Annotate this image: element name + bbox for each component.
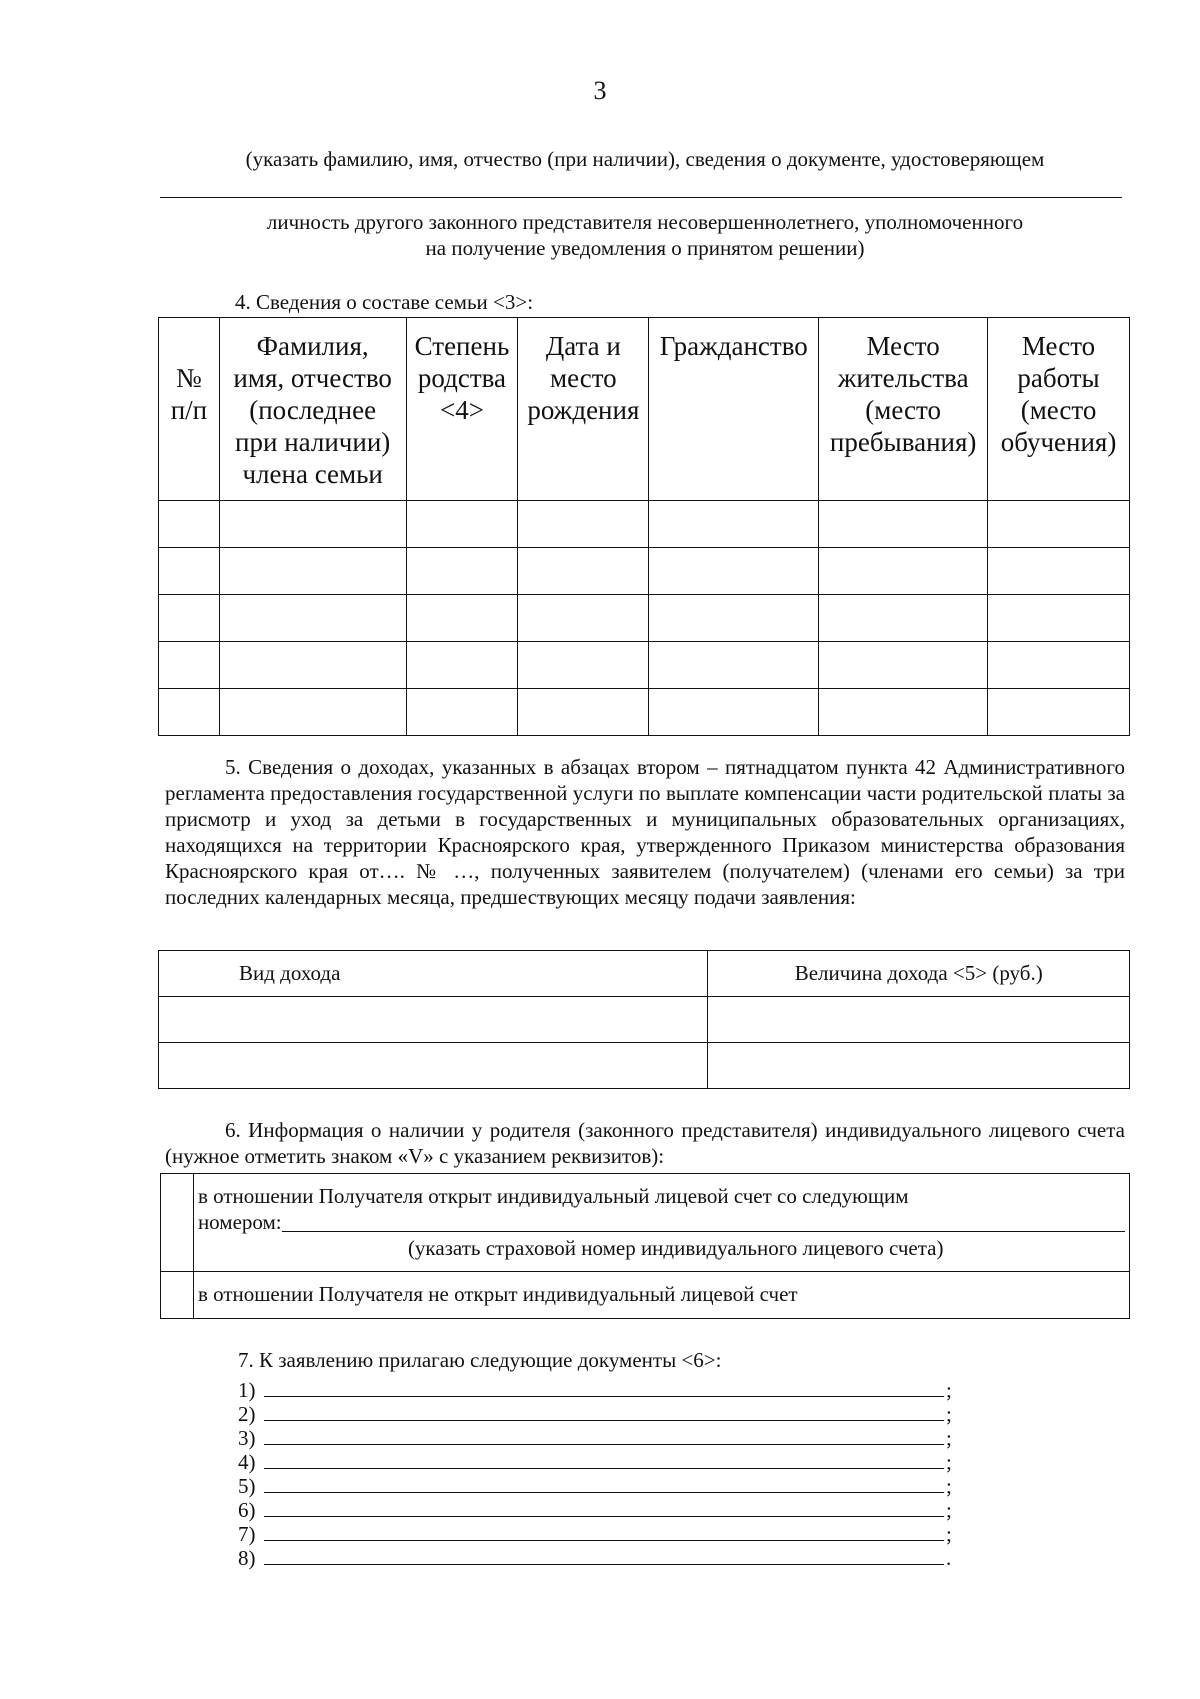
document-line-4[interactable]: 4) ;	[238, 1450, 952, 1474]
table-row	[159, 689, 1130, 736]
header-relationship: Степень родства <4>	[406, 318, 518, 501]
header-number: № п/п	[159, 318, 220, 501]
checkbox-account-open[interactable]	[161, 1174, 194, 1272]
document-line-1[interactable]: 1) ;	[238, 1378, 952, 1402]
option-open-number-label: номером:	[197, 1210, 282, 1234]
account-option-open	[161, 1174, 1130, 1272]
income-type-header: Вид дохода	[159, 951, 708, 997]
income-table-header-row	[159, 951, 1130, 997]
representative-caption-1: (указать фамилию, имя, отчество (при наличии), сведения о документе, удостоверяющем	[245, 147, 1045, 171]
income-table	[158, 950, 1130, 1089]
option-open-caption: (указать страховой номер индивидуального лицевого счета)	[407, 1236, 944, 1260]
representative-caption-3: на получение уведомления о принятом решении)	[425, 236, 865, 260]
table-row	[159, 501, 1130, 548]
header-residence: Место жительства (место пребывания)	[819, 318, 988, 501]
personal-account-table	[160, 1173, 1130, 1319]
family-table-header-row	[159, 318, 1130, 501]
section-4-title: 4. Сведения о составе семьи <3>:	[235, 290, 534, 314]
table-row	[159, 1043, 1130, 1089]
option-open-text: в отношении Получателя открыт индивидуальный лицевой счет со следующим	[197, 1184, 909, 1208]
checkbox-account-not-open[interactable]	[161, 1272, 194, 1319]
document-line-5[interactable]: 5) ;	[238, 1474, 952, 1498]
family-composition-table	[158, 317, 1130, 736]
header-birth-date-place: Дата и место рождения	[518, 318, 649, 501]
account-option-not-open	[161, 1272, 1130, 1319]
header-full-name: Фамилия, имя, отчество (последнее при наличии) члена семьи	[219, 318, 406, 501]
document-line-7[interactable]: 7) ;	[238, 1522, 952, 1546]
table-row	[159, 548, 1130, 595]
option-not-open-text: в отношении Получателя не открыт индивидуальный лицевой счет	[193, 1272, 1129, 1319]
header-workplace: Место работы (место обучения)	[988, 318, 1130, 501]
document-line-2[interactable]: 2) ;	[238, 1402, 952, 1426]
account-number-field[interactable]	[282, 1209, 1125, 1232]
representative-caption-2: личность другого законного представителя несовершеннолетнего, уполномоченного	[266, 210, 1024, 234]
document-line-8[interactable]: 8) .	[238, 1546, 952, 1570]
page-number: 3	[593, 76, 607, 105]
table-row	[159, 595, 1130, 642]
table-row	[159, 997, 1130, 1043]
representative-fill-line[interactable]	[160, 197, 1122, 198]
document-line-3[interactable]: 3) ;	[238, 1426, 952, 1450]
header-citizenship: Гражданство	[649, 318, 819, 501]
table-row	[159, 642, 1130, 689]
document-line-6[interactable]: 6) ;	[238, 1498, 952, 1522]
section-6-text: 6. Информация о наличии у родителя (законного представителя) индивидуального лицевого счета (нужное отметить знаком «V» с указанием реквизитов):	[165, 1118, 1125, 1168]
section-7-title: 7. К заявлению прилагаю следующие документы <6>:	[238, 1348, 722, 1372]
section-5-text: 5. Сведения о доходах, указанных в абзацах втором – пятнадцатом пункта 42 Административного регламента предоставления государственной услуги по выплате компенсации части родительской платы за присмотр и уход за детьми в государственных и муниципальных образовательных организациях, находящихся на территории Красноярского края, утвержденного Приказом министерства образования Красноярского края от…. № …, полученных заявителем (получателем) (членами его семьи) за три последних календарных месяца, предшествующих месяцу подачи заявления:	[165, 755, 1125, 909]
income-amount-header: Величина дохода <5> (руб.)	[708, 951, 1130, 997]
